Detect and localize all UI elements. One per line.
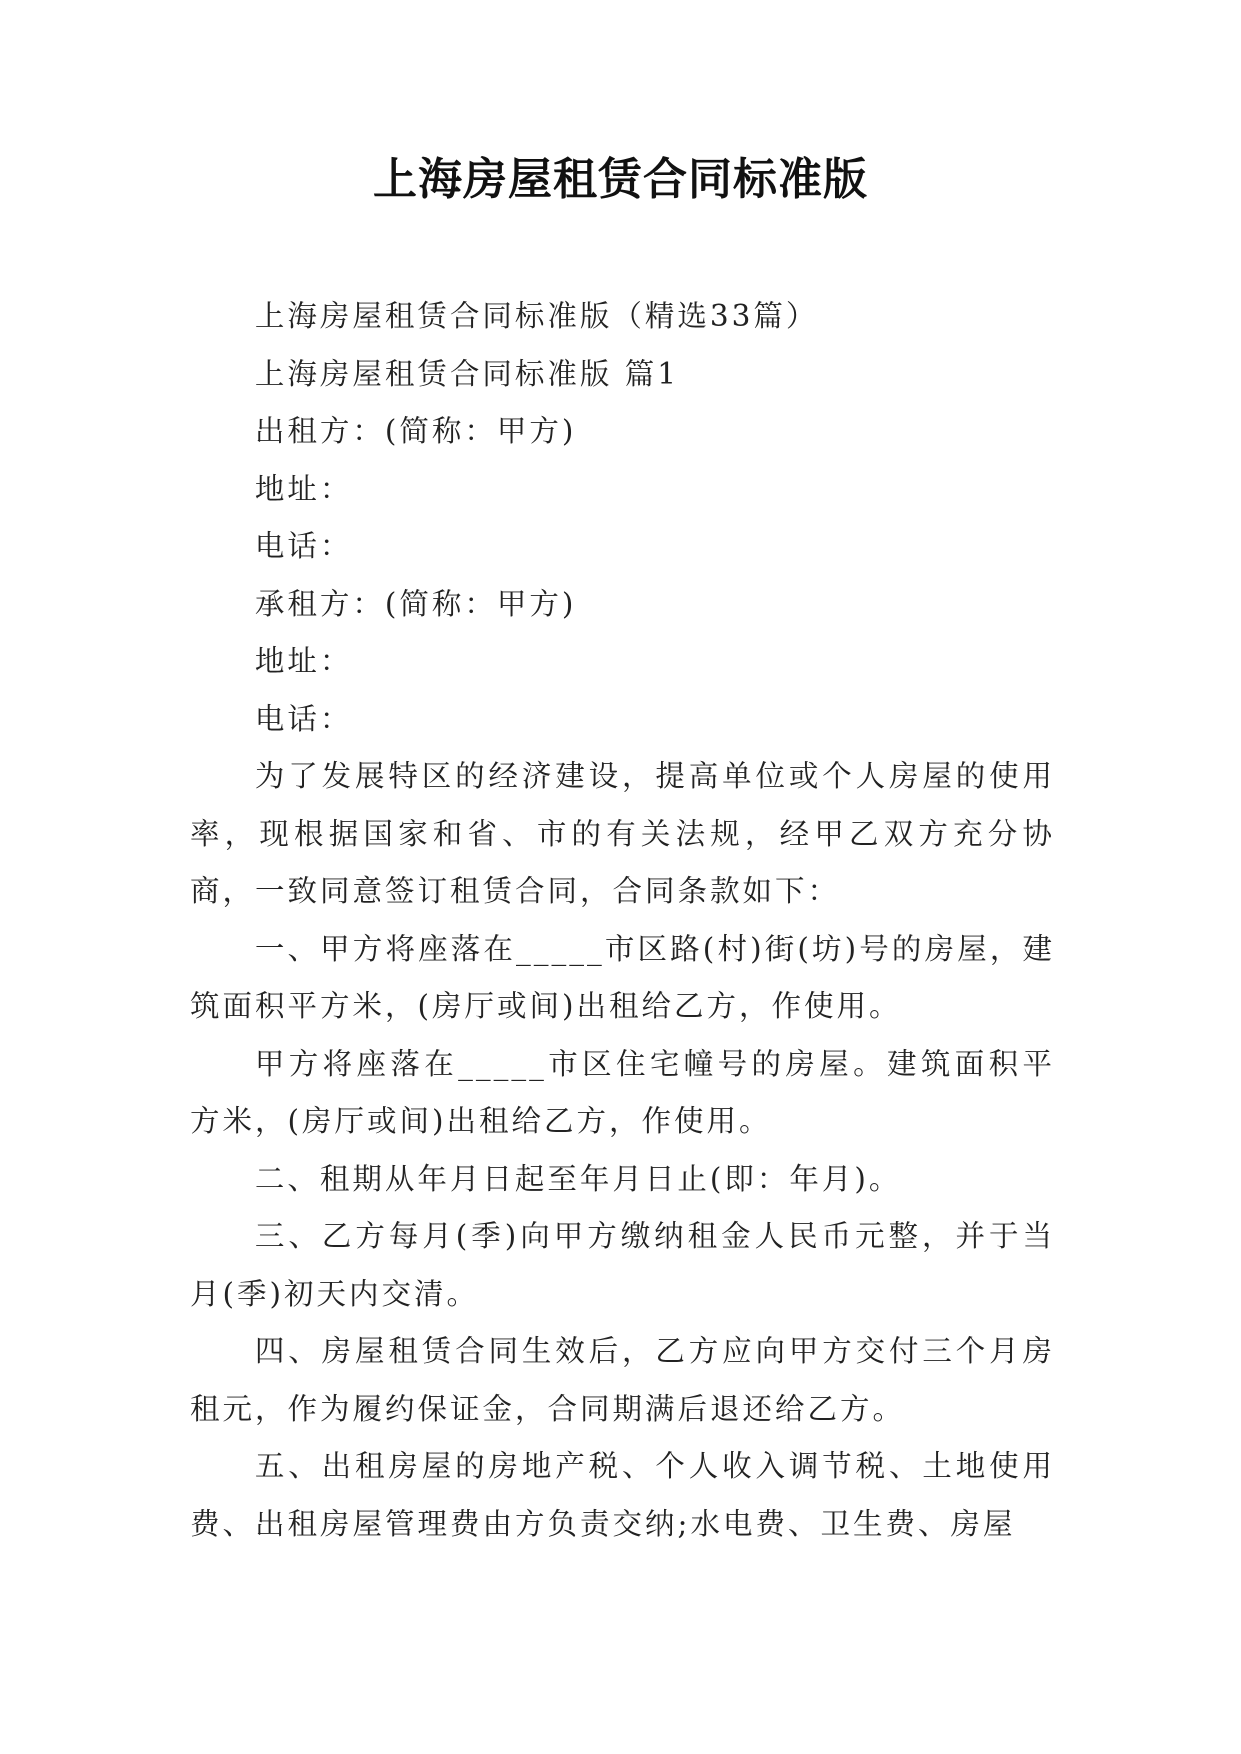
paragraph-section-heading: 上海房屋租赁合同标准版 篇1 bbox=[254, 356, 680, 391]
paragraph-lessee-phone: 电话： bbox=[254, 701, 353, 736]
paragraph-clause-1: 一、甲方将座落在_____市区路(村)街(坊)号的房屋，建筑面积平方米，(房厅或间)出租给乙方，作使用。 bbox=[190, 931, 1055, 1023]
paragraph-clause-5: 五、出租房屋的房地产税、个人收入调节税、土地使用费、出租房屋管理费由方负责交纳;水电费、卫生费、房屋 bbox=[190, 1449, 1055, 1541]
paragraph-preamble: 为了发展特区的经济建设，提高单位或个人房屋的使用率，现根据国家和省、市的有关法规，经甲乙双方充分协商，一致同意签订租赁合同，合同条款如下： bbox=[190, 759, 1055, 908]
paragraph-clause-1b: 甲方将座落在_____市区住宅幢号的房屋。建筑面积平方米，(房厅或间)出租给乙方，作使用。 bbox=[190, 1046, 1055, 1138]
paragraph-lessor: 出租方：(简称：甲方) bbox=[254, 414, 577, 448]
paragraph-subtitle: 上海房屋租赁合同标准版（精选33篇） bbox=[254, 299, 819, 333]
paragraph-clause-2: 二、租期从年月日起至年月日止(即：年月)。 bbox=[254, 1161, 902, 1196]
paragraph-lessor-phone: 电话： bbox=[254, 529, 353, 563]
paragraph-clause-4: 四、房屋租赁合同生效后，乙方应向甲方交付三个月房租元，作为履约保证金，合同期满后退还给乙方。 bbox=[190, 1334, 1055, 1426]
paragraph-lessee-address: 地址： bbox=[254, 644, 353, 678]
paragraph-lessor-address: 地址： bbox=[254, 471, 353, 506]
document-title: 上海房屋租赁合同标准版 bbox=[373, 154, 868, 205]
paragraph-clause-3: 三、乙方每月(季)向甲方缴纳租金人民币元整，并于当月(季)初天内交清。 bbox=[190, 1219, 1055, 1311]
paragraph-lessee: 承租方：(简称：甲方) bbox=[254, 586, 577, 621]
document-body bbox=[190, 288, 1055, 1553]
